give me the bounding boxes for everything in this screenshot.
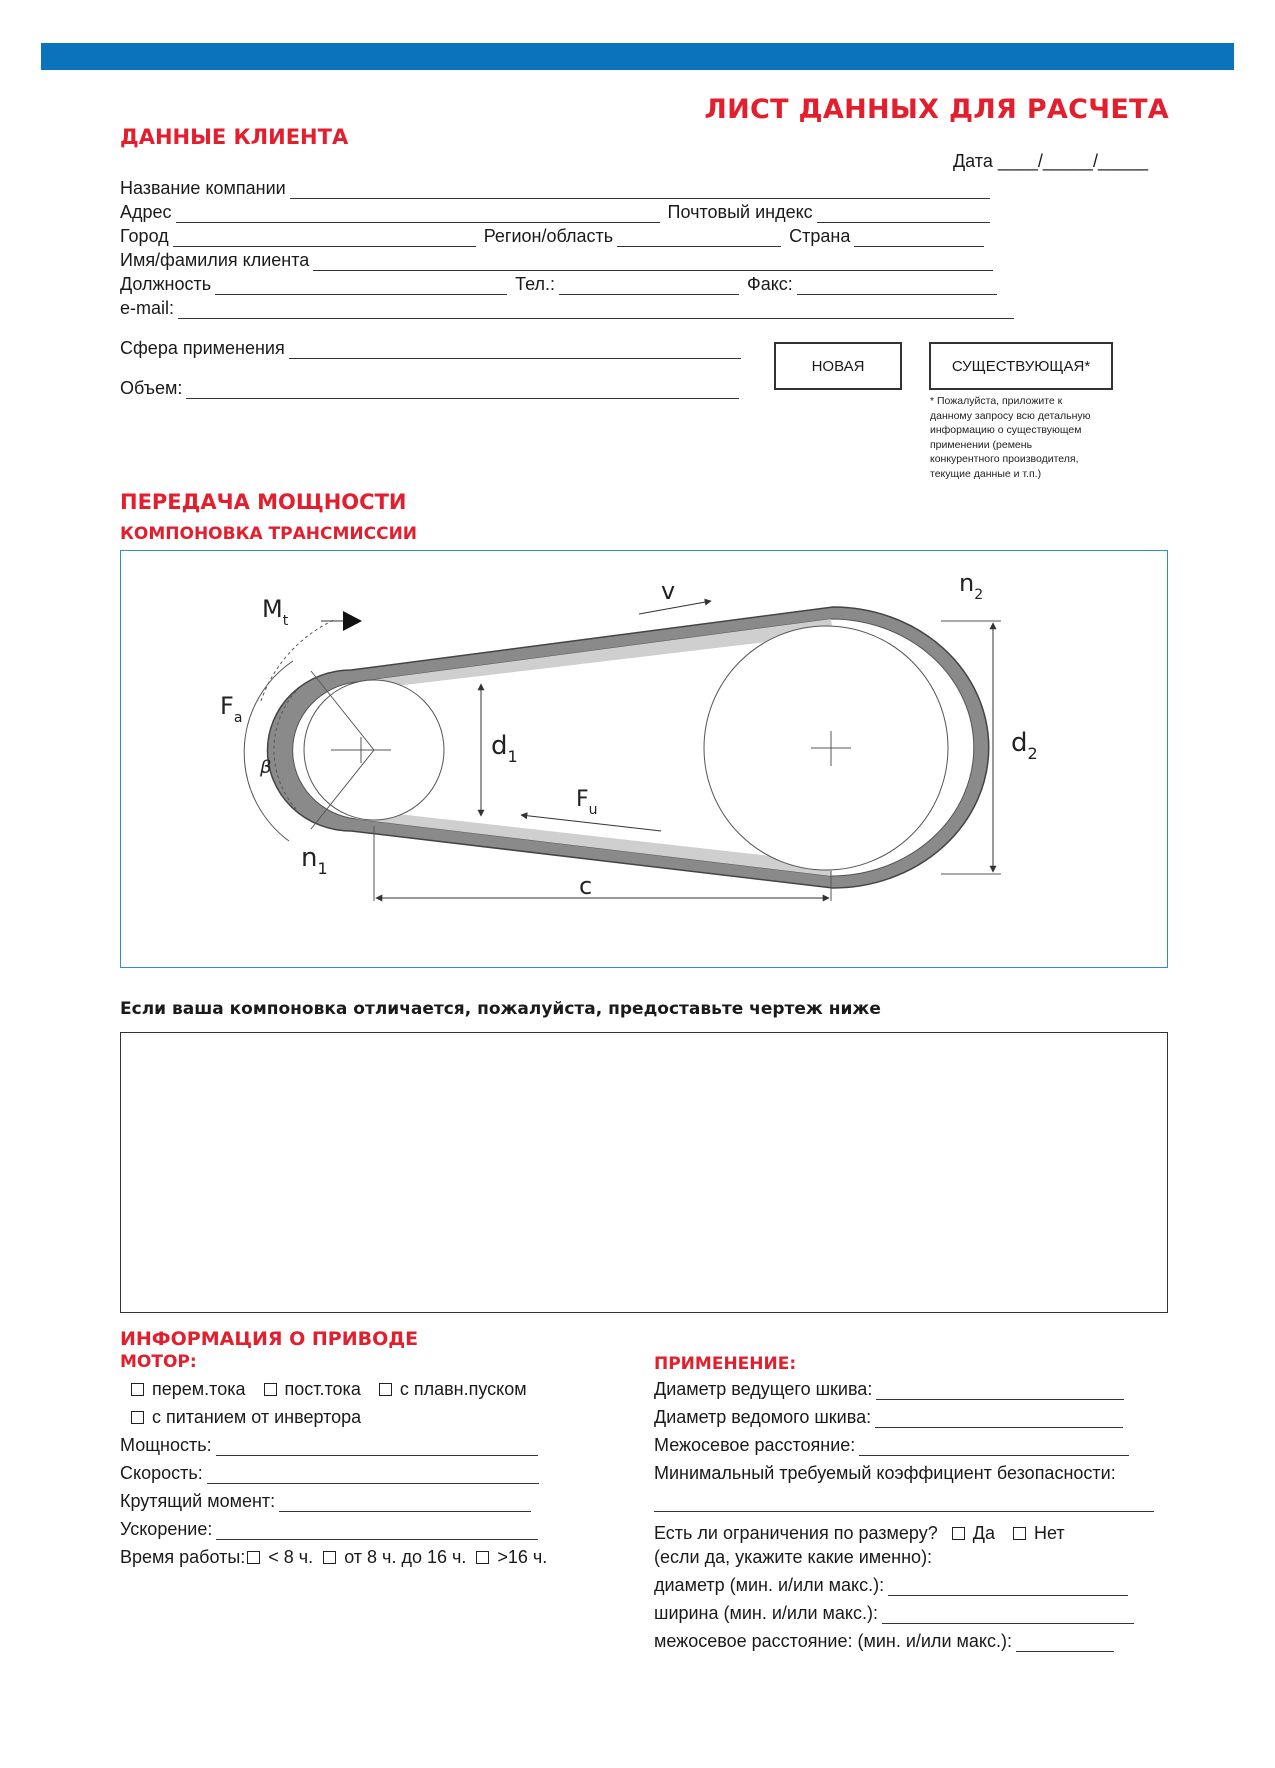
volume-row	[120, 377, 739, 399]
country-field[interactable]	[854, 229, 984, 247]
existing-application-button[interactable]: СУЩЕСТВУЮЩАЯ*	[929, 342, 1113, 390]
diameter-limit-label: диаметр (мин. и/или макс.):	[654, 1575, 885, 1595]
speed-label: Скорость:	[120, 1463, 203, 1483]
city-row	[120, 225, 984, 247]
center-distance-row	[654, 1434, 1129, 1456]
size-limits-no-checkbox[interactable]	[1013, 1527, 1026, 1540]
acceleration-row	[120, 1518, 538, 1540]
drawing-area[interactable]	[120, 1032, 1168, 1313]
size-limits-yes-checkbox[interactable]	[952, 1527, 965, 1540]
drive-pulley-row	[654, 1378, 1124, 1400]
center-limit-label: межосевое расстояние: (мин. и/или макс.):	[654, 1631, 1012, 1651]
email-row	[120, 297, 1014, 319]
region-label: Регион/область	[483, 226, 614, 246]
power-label: Мощность:	[120, 1435, 212, 1455]
ac-label: перем.тока	[152, 1378, 246, 1399]
client-section-heading: ДАННЫЕ КЛИЕНТА	[120, 125, 349, 149]
safety-factor-label: Минимальный требуемый коэффициент безопасности:	[654, 1463, 1116, 1483]
fax-label: Факс:	[747, 274, 793, 294]
name-label: Имя/фамилия клиента	[120, 250, 310, 270]
label-d1: $d_1$	[491, 731, 518, 766]
runtime-lt8-label: < 8 ч.	[268, 1546, 314, 1567]
label-fa: $F_a$	[220, 692, 243, 726]
dc-label: пост.тока	[284, 1378, 361, 1399]
drawing-caption: Если ваша компоновка отличается, пожалуйста, предоставьте чертеж ниже	[120, 999, 881, 1019]
label-fu: $F_u$	[576, 787, 598, 818]
torque-row	[120, 1490, 531, 1512]
inverter-label: с питанием от инвертора	[152, 1406, 362, 1427]
safety-factor-field[interactable]	[654, 1494, 1154, 1512]
label-d2: $d_2$	[1011, 728, 1038, 763]
safety-factor-row	[654, 1462, 1120, 1484]
if-yes-row	[654, 1546, 936, 1568]
transmission-diagram-frame	[120, 550, 1168, 968]
city-field[interactable]	[173, 229, 476, 247]
city-label: Город	[120, 226, 169, 246]
phone-label: Тел.:	[515, 274, 556, 294]
power-row	[120, 1434, 538, 1456]
speed-row	[120, 1462, 539, 1484]
company-field[interactable]	[290, 181, 990, 199]
application-field[interactable]	[289, 341, 741, 359]
motor-options-row1	[131, 1378, 545, 1400]
driven-pulley-field[interactable]	[875, 1410, 1123, 1428]
region-field[interactable]	[617, 229, 781, 247]
drive-pulley-field[interactable]	[876, 1382, 1124, 1400]
driven-pulley-row	[654, 1406, 1123, 1428]
dc-checkbox[interactable]	[264, 1383, 277, 1396]
torque-label: Крутящий момент:	[120, 1491, 276, 1511]
size-limits-no-label: Нет	[1033, 1522, 1065, 1543]
inverter-checkbox[interactable]	[131, 1411, 144, 1424]
position-label: Должность	[120, 274, 212, 294]
label-beta: β	[260, 757, 272, 778]
date-field[interactable]: Дата ____/_____/_____	[952, 151, 1148, 171]
volume-field[interactable]	[186, 381, 739, 399]
belt-drive-diagram	[121, 551, 1166, 966]
width-limit-row	[654, 1602, 1134, 1624]
email-label: e-mail:	[120, 298, 175, 318]
diameter-limit-field[interactable]	[888, 1578, 1128, 1596]
motor-heading: МОТОР:	[120, 1352, 197, 1372]
label-v: v	[661, 577, 676, 605]
torque-field[interactable]	[279, 1494, 531, 1512]
label-n1: $n_1$	[301, 843, 328, 878]
fax-field[interactable]	[797, 277, 997, 295]
speed-field[interactable]	[207, 1466, 539, 1484]
position-field[interactable]	[215, 277, 507, 295]
center-distance-label: Межосевое расстояние:	[654, 1435, 856, 1455]
position-row	[120, 273, 997, 295]
top-brand-bar	[41, 43, 1234, 70]
application-heading: ПРИМЕНЕНИЕ:	[654, 1354, 797, 1374]
application-row	[120, 337, 741, 359]
power-field[interactable]	[216, 1438, 538, 1456]
runtime-lt8-checkbox[interactable]	[247, 1551, 260, 1564]
name-row	[120, 249, 993, 271]
postal-field[interactable]	[817, 205, 990, 223]
layout-subheading: КОМПОНОВКА ТРАНСМИССИИ	[120, 524, 418, 544]
label-mt: $M_t$	[262, 595, 289, 629]
width-limit-label: ширина (мин. и/или макс.):	[654, 1603, 879, 1623]
application-label: Сфера применения	[120, 338, 285, 358]
width-limit-field[interactable]	[882, 1606, 1134, 1624]
volume-label: Объем:	[120, 378, 183, 398]
acceleration-label: Ускорение:	[120, 1519, 213, 1539]
runtime-8-16-checkbox[interactable]	[323, 1551, 336, 1564]
runtime-label: Время работы:	[120, 1546, 246, 1567]
runtime-8-16-label: от 8 ч. до 16 ч.	[344, 1546, 467, 1567]
driven-pulley-label: Диаметр ведомого шкива:	[654, 1407, 872, 1427]
name-field[interactable]	[313, 253, 993, 271]
company-row	[120, 177, 990, 199]
size-limits-yes-label: Да	[972, 1522, 995, 1543]
runtime-gt16-label: >16 ч.	[497, 1546, 548, 1567]
address-field[interactable]	[176, 205, 660, 223]
motor-options-row2	[131, 1406, 379, 1428]
email-field[interactable]	[178, 301, 1014, 319]
runtime-row	[120, 1546, 547, 1568]
soft-start-checkbox[interactable]	[379, 1383, 392, 1396]
page-title: ЛИСТ ДАННЫХ ДЛЯ РАСЧЕТА	[704, 94, 1169, 125]
address-row	[120, 201, 990, 223]
postal-label: Почтовый индекс	[667, 202, 813, 222]
phone-field[interactable]	[559, 277, 739, 295]
center-limit-field[interactable]	[1016, 1634, 1114, 1652]
label-n2: $n_2$	[959, 569, 984, 603]
ac-checkbox[interactable]	[131, 1383, 144, 1396]
country-label: Страна	[789, 226, 851, 246]
drive-section-heading: ИНФОРМАЦИЯ О ПРИВОДЕ	[120, 1328, 419, 1350]
diameter-limit-row	[654, 1574, 1128, 1596]
power-section-heading: ПЕРЕДАЧА МОЩНОСТИ	[120, 490, 407, 514]
soft-start-label: с плавн.пуском	[399, 1378, 527, 1399]
existing-note: * Пожалуйста, приложите к данному запросу всю детальную информацию о существующем применении (ремень конкурентного производителя, текущие данные и т.п.)	[930, 395, 1091, 480]
if-yes-label: (если да, укажите какие именно):	[654, 1547, 933, 1567]
size-limits-label: Есть ли ограничения по размеру?	[654, 1522, 938, 1543]
center-limit-row	[654, 1630, 1114, 1652]
acceleration-field[interactable]	[216, 1522, 538, 1540]
address-label: Адрес	[120, 202, 172, 222]
size-limits-row	[654, 1522, 1065, 1544]
new-application-button[interactable]: НОВАЯ	[774, 342, 902, 390]
runtime-gt16-checkbox[interactable]	[476, 1551, 489, 1564]
center-distance-field[interactable]	[859, 1438, 1129, 1456]
safety-factor-line-row	[654, 1490, 1154, 1512]
label-c: c	[579, 872, 593, 900]
company-label: Название компании	[120, 178, 286, 198]
drive-pulley-label: Диаметр ведущего шкива:	[654, 1379, 873, 1399]
